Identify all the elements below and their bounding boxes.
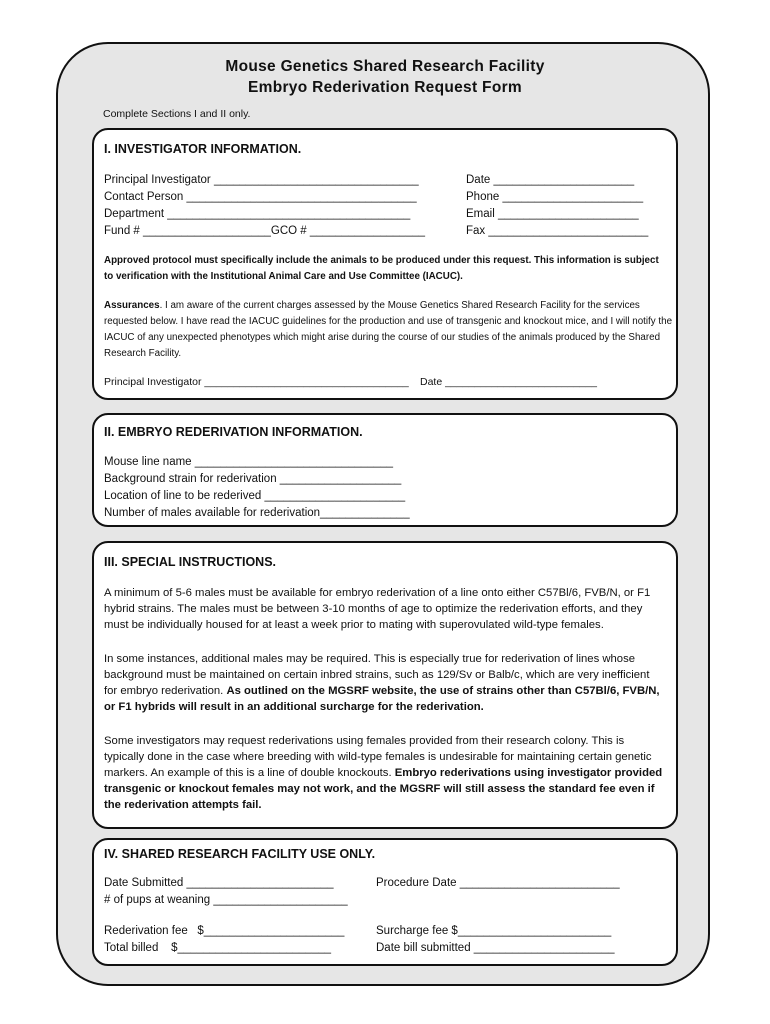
section-heading: III. SPECIAL INSTRUCTIONS. [104, 555, 277, 569]
contact-person-field[interactable]: Contact Person ____________________________________ [104, 191, 417, 203]
date-bill-submitted-field[interactable]: Date bill submitted ______________________ [376, 942, 615, 954]
assurances-label: Assurances [104, 300, 160, 311]
fund-gco-field[interactable]: Fund # ____________________GCO # __________________ [104, 225, 426, 237]
instruction-text: Some investigators may request rederivations using females provided from their research colony. This is typically done in the case where breeding with wild-type females is undesirable for maintaining certain genetic markers. An example of this is a line of double knockouts. [104, 735, 652, 779]
form-title-line2: Embryo Rederivation Request Form [247, 79, 522, 96]
section-rederivation-info [92, 413, 678, 527]
date-submitted-field[interactable]: Date Submitted _______________________ [104, 877, 334, 889]
assurances-text: . I am aware of the current charges assessed by the Mouse Genetics Shared Research Facility for the services requested below. I have read the IACUC guidelines for the production and use of transgenic and knockout mice, and I will notify the IACUC of any unexpected phenotypes which might arise during the course of our studies of the animals produced by the Shared Research Facility. [104, 300, 673, 359]
section-heading: I. INVESTIGATOR INFORMATION. [104, 142, 302, 156]
number-of-males-field[interactable]: Number of males available for rederivation______________ [104, 507, 410, 519]
fax-field[interactable]: Fax _________________________ [466, 225, 649, 237]
pi-signature-field[interactable]: Principal Investigator ___________________________________ [104, 376, 409, 388]
date-field[interactable]: Date ______________________ [466, 174, 635, 186]
pups-at-weaning-field[interactable]: # of pups at weaning _____________________ [104, 894, 348, 906]
section-heading: IV. SHARED RESEARCH FACILITY USE ONLY. [104, 847, 376, 861]
instruction-text: In some instances, additional males may be required. This is especially true for rederivation of lines whose background must be maintained on certain inbred strains, such as 129/Sv or Balb/c, which are very inefficient for embryo rederivation. [104, 653, 650, 697]
protocol-notice: Approved protocol must specifically include the animals to be produced under this request. This information is subject to verification with the Institutional Animal Care and Use Committee (IACUC). [104, 255, 659, 282]
assurances-paragraph [104, 298, 672, 362]
phone-field[interactable]: Phone ______________________ [466, 191, 644, 203]
line-location-field[interactable]: Location of line to be rederived ______________________ [104, 490, 406, 502]
section-heading: II. EMBRYO REDERIVATION INFORMATION. [104, 425, 363, 439]
signature-date-field[interactable]: Date __________________________ [420, 376, 597, 388]
surcharge-notice: As outlined on the MGSRF website, the use of strains other than C57Bl/6, FVB/N, or F1 hybrids will result in an additional surcharge for the rederivation. [104, 685, 660, 713]
background-strain-field[interactable]: Background strain for rederivation ___________________ [104, 473, 402, 485]
procedure-date-field[interactable]: Procedure Date _________________________ [376, 877, 620, 889]
email-field[interactable]: Email ______________________ [466, 208, 639, 220]
form-title-line1: Mouse Genetics Shared Research Facility [225, 58, 545, 75]
section-special-instructions [92, 541, 678, 829]
principal-investigator-field[interactable]: Principal Investigator ________________________________ [104, 174, 419, 186]
department-field[interactable]: Department ______________________________________ [104, 208, 411, 220]
section-facility-use-only [92, 838, 678, 966]
rederivation-fee-field[interactable]: Rederivation fee $______________________ [104, 925, 345, 937]
total-billed-field[interactable]: Total billed $________________________ [104, 942, 332, 954]
section-investigator-info [92, 128, 678, 400]
instruction-paragraph-3 [104, 733, 664, 813]
fee-warning: Embryo rederivations using investigator provided transgenic or knockout females may not work, and the MGSRF will still assess the standard fee even if the rederivation attempts fail. [104, 767, 663, 811]
instruction-paragraph-1: A minimum of 5-6 males must be available for embryo rederivation of a line onto either C57Bl/6, FVB/N, or F1 hybrid strains. The males must be between 3-10 months of age to optimize the rederivation efforts, and they must be individually housed for at least a week prior to mating with superovulated wild-type females. [104, 587, 651, 631]
instruction-paragraph-2 [104, 651, 664, 715]
surcharge-fee-field[interactable]: Surcharge fee $________________________ [376, 925, 612, 937]
mouse-line-name-field[interactable]: Mouse line name _______________________________ [104, 456, 394, 468]
instructions-note: Complete Sections I and II only. [103, 108, 251, 120]
